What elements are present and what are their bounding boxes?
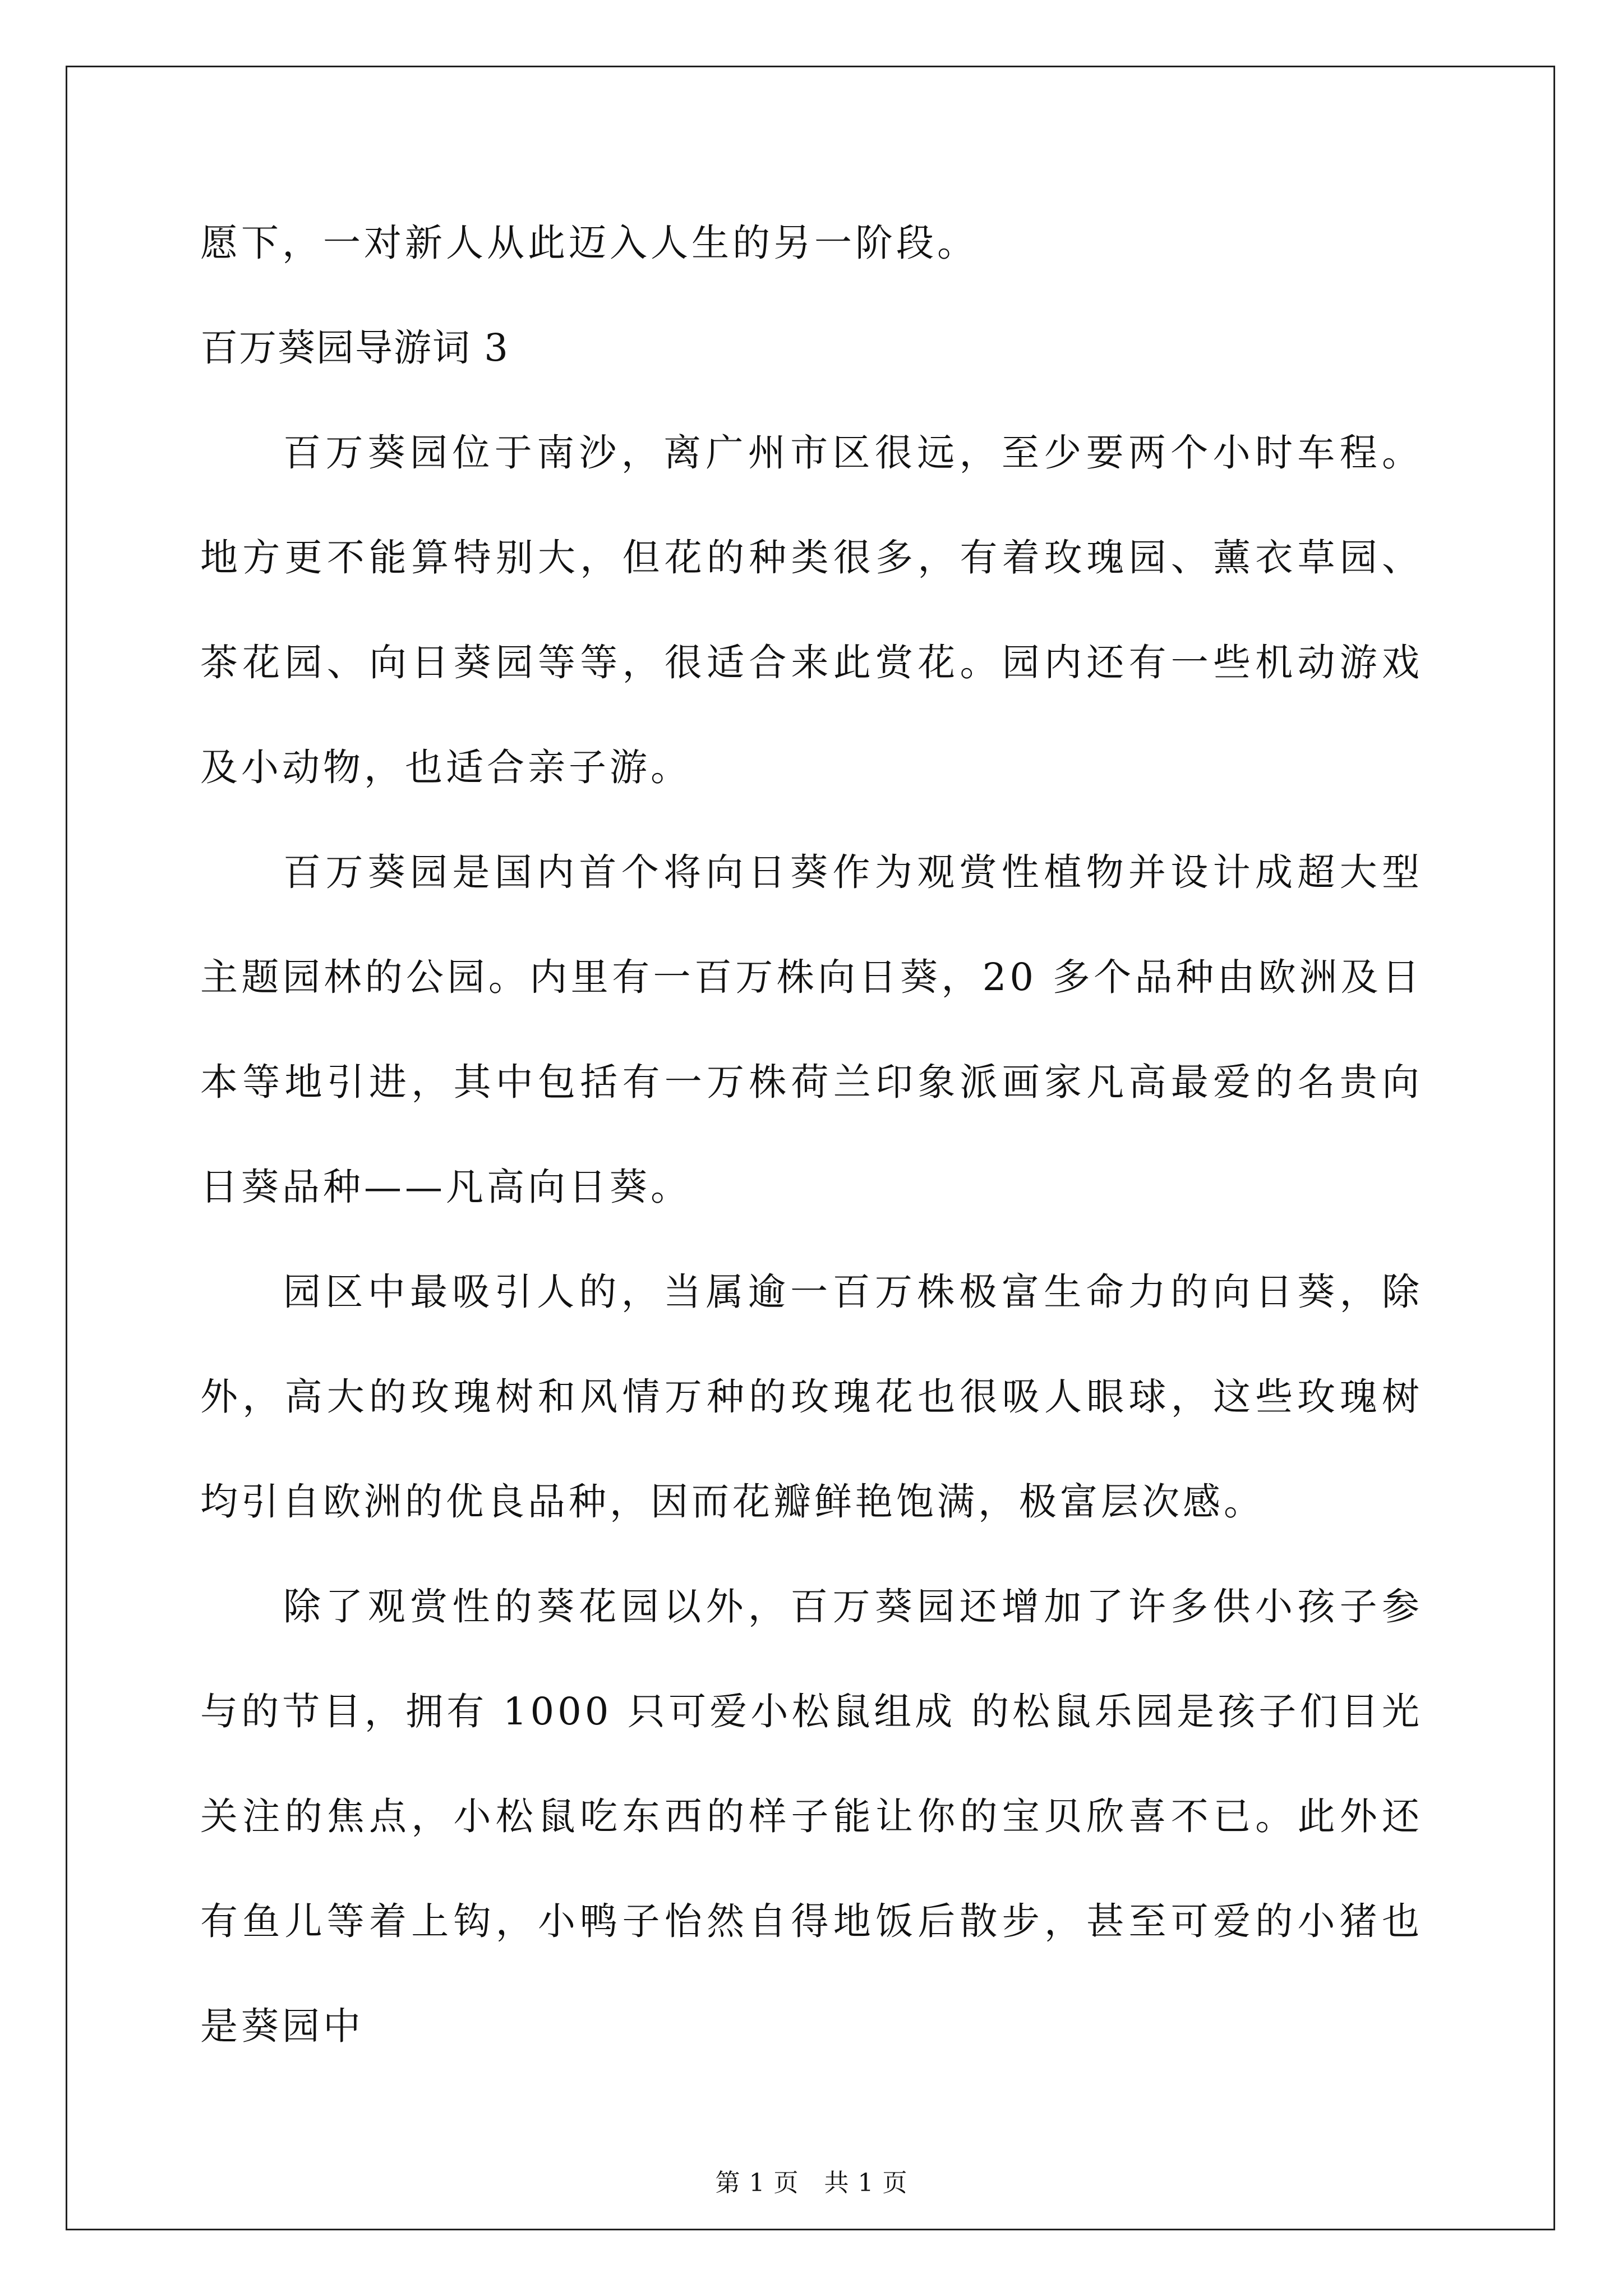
- page-footer: 第 1 页 共 1 页: [715, 2169, 908, 2197]
- paragraph-location: 百万葵园位于南沙，离广州市区很远，至少要两个小时车程。地方更不能算特别大，但花的种类很多，有着玫瑰园、薰衣草园、茶花园、向日葵园等等，很适合来此赏花。园内还有一些机动游戏及小动物，也适合亲子游。: [200, 431, 1423, 789]
- section-heading: 百万葵园导游词 3: [200, 326, 509, 370]
- document-body: [200, 191, 1423, 2079]
- paragraph-introduction: 百万葵园是国内首个将向日葵作为观赏性植物并设计成超大型主题园林的公园。内里有一百万株向日葵，20 多个品种由欧洲及日本等地引进，其中包括有一万株荷兰印象派画家凡高最爱的名贵向日葵品种——凡高向日葵。: [200, 850, 1423, 1209]
- paragraph-continuation: 愿下，一对新人从此迈入人生的另一阶段。: [200, 221, 978, 265]
- paragraph-attractions: 园区中最吸引人的，当属逾一百万株极富生命力的向日葵，除外，高大的玫瑰树和风情万种的玫瑰花也很吸人眼球，这些玫瑰树均引自欧洲的优良品种，因而花瓣鲜艳饱满，极富层次感。: [200, 1270, 1423, 1524]
- paragraph-children-activities: 除了观赏性的葵花园以外，百万葵园还增加了许多供小孩子参与的节目，拥有 1000 只可爱小松鼠组成 的松鼠乐园是孩子们目光关注的焦点，小松鼠吃东西的样子能让你的宝贝欣喜不已。此外还有鱼儿等着上钩，小鸭子怡然自得地饭后散步，甚至可爱的小猪也是葵园中: [200, 1585, 1423, 2048]
